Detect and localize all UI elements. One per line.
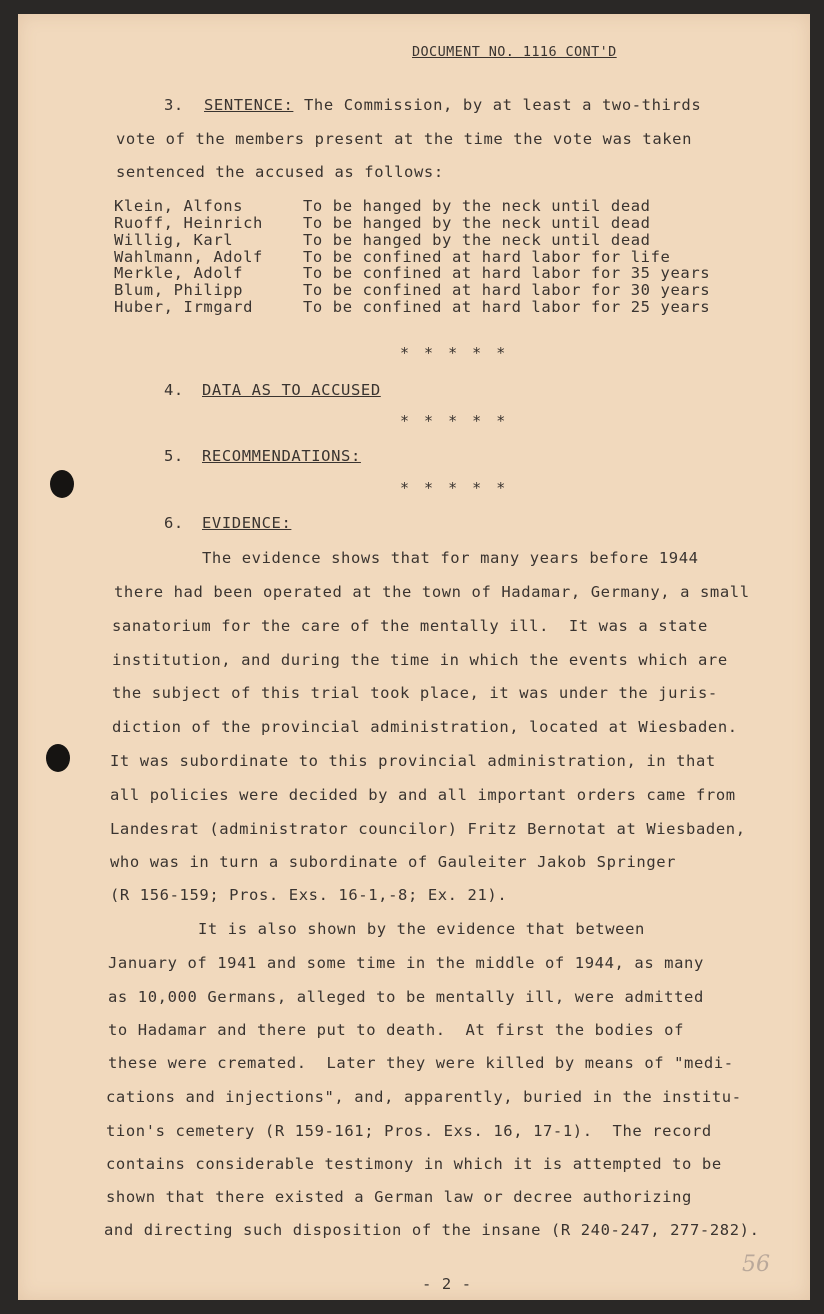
paragraph-line: all policies were decided by and all important orders came from — [110, 786, 736, 804]
accused-name: Klein, Alfons — [114, 197, 244, 215]
accused-sentence: To be hanged by the neck until dead — [303, 214, 651, 232]
paragraph-line: who was in turn a subordinate of Gauleiter Jakob Springer — [110, 853, 677, 871]
accused-sentence: To be confined at hard labor for 25 years — [303, 298, 711, 316]
document-header: DOCUMENT NO. 1116 CONT'D — [412, 44, 617, 60]
section-separator: * * * * * — [400, 412, 509, 430]
section-4-title: DATA AS TO ACCUSED — [202, 381, 381, 399]
page-number: - 2 - — [422, 1275, 472, 1293]
paragraph-line: tion's cemetery (R 159-161; Pros. Exs. 16, 17-1). The record — [106, 1122, 712, 1140]
section-6-number: 6. — [164, 514, 184, 532]
accused-sentence: To be confined at hard labor for 35 years — [303, 264, 711, 282]
section-5-title: RECOMMENDATIONS: — [202, 447, 361, 465]
accused-name: Huber, Irmgard — [114, 298, 254, 316]
paragraph-line: there had been operated at the town of Hadamar, Germany, a small — [114, 583, 750, 601]
paragraph-line: the subject of this trial took place, it was under the juris- — [112, 684, 718, 702]
accused-sentence: To be hanged by the neck until dead — [303, 231, 651, 249]
section-4-number: 4. — [164, 381, 184, 399]
section-5-number: 5. — [164, 447, 184, 465]
paragraph-line: Landesrat (administrator councilor) Fritz Bernotat at Wiesbaden, — [110, 820, 746, 838]
paragraph-line: cations and injections", and, apparently, buried in the institu- — [106, 1088, 742, 1106]
accused-sentence: To be hanged by the neck until dead — [303, 197, 651, 215]
paragraph-line: contains considerable testimony in which it is attempted to be — [106, 1155, 722, 1173]
section-3-line: vote of the members present at the time the vote was taken — [116, 130, 693, 148]
paragraph-line: to Hadamar and there put to death. At first the bodies of — [108, 1021, 685, 1039]
accused-name: Blum, Philipp — [114, 281, 244, 299]
paragraph-line: January of 1941 and some time in the middle of 1944, as many — [108, 954, 704, 972]
accused-name: Wahlmann, Adolf — [114, 248, 263, 266]
paragraph-line: It was subordinate to this provincial administration, in that — [110, 752, 716, 770]
accused-name: Willig, Karl — [114, 231, 234, 249]
section-3-title: SENTENCE: — [204, 96, 294, 114]
accused-sentence: To be confined at hard labor for life — [303, 248, 671, 266]
section-separator: * * * * * — [400, 479, 509, 497]
paragraph-line: shown that there existed a German law or decree authorizing — [106, 1188, 692, 1206]
section-3-line: The Commission, by at least a two-thirds — [304, 96, 702, 114]
paragraph-line: It is also shown by the evidence that between — [198, 920, 645, 938]
paragraph-line: diction of the provincial administration, located at Wiesbaden. — [112, 718, 738, 736]
section-3-line: sentenced the accused as follows: — [116, 163, 444, 181]
paragraph-line: sanatorium for the care of the mentally ill. It was a state — [112, 617, 708, 635]
paragraph-line: these were cremated. Later they were killed by means of "medi- — [108, 1054, 734, 1072]
accused-name: Ruoff, Heinrich — [114, 214, 263, 232]
paragraph-line: and directing such disposition of the insane (R 240-247, 277-282). — [104, 1221, 760, 1239]
section-separator: * * * * * — [400, 344, 509, 362]
paragraph-line: institution, and during the time in which the events which are — [112, 651, 728, 669]
section-6-title: EVIDENCE: — [202, 514, 292, 532]
paragraph-line: as 10,000 Germans, alleged to be mentally ill, were admitted — [108, 988, 704, 1006]
punch-hole — [46, 744, 70, 772]
accused-name: Merkle, Adolf — [114, 264, 244, 282]
paragraph-line: (R 156-159; Pros. Exs. 16-1,-8; Ex. 21). — [110, 886, 508, 904]
handwritten-page-number: 56 — [742, 1252, 770, 1277]
punch-hole — [50, 470, 74, 498]
document-page — [18, 14, 810, 1300]
section-3-number: 3. — [164, 96, 184, 114]
paragraph-line: The evidence shows that for many years before 1944 — [202, 549, 699, 567]
accused-sentence: To be confined at hard labor for 30 years — [303, 281, 711, 299]
